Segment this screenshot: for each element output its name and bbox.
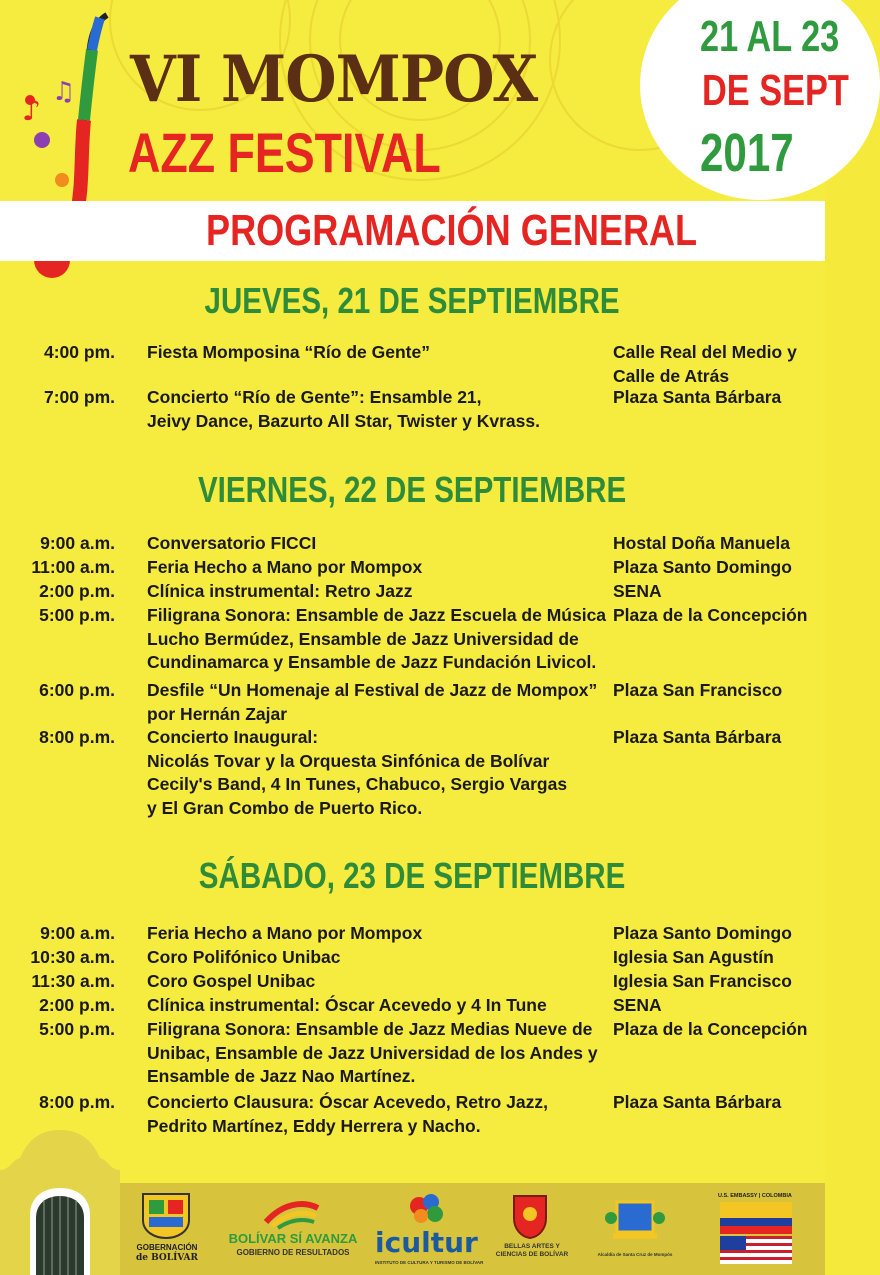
- event-place: Plaza Santo Domingo: [613, 557, 792, 577]
- svg-text:♪: ♪: [22, 93, 42, 128]
- svg-text:♫: ♫: [52, 77, 76, 107]
- icultur-logo-mark: [403, 1192, 449, 1226]
- alcaldia-mompos-emblem: [603, 1192, 667, 1246]
- bolivar-avanza-logo-mark: [262, 1198, 322, 1228]
- colonial-arch-illustration: [0, 1130, 120, 1275]
- event-time: 6:00 p.m.: [39, 680, 115, 700]
- event-time: 2:00 p.m.: [39, 995, 115, 1015]
- event-desc: Coro Gospel Unibac: [147, 971, 316, 991]
- bellas-artes-caption: BELLAS ARTES Y CIENCIAS DE BOLÍVAR: [495, 1243, 569, 1258]
- event-place: Plaza San Francisco: [613, 680, 783, 700]
- event-desc: Feria Hecho a Mano por Mompox: [147, 557, 423, 577]
- gobernacion-caption: GOBERNACIÓN de BOLÍVAR: [135, 1243, 199, 1263]
- event-time: 11:30 a.m.: [31, 971, 115, 991]
- event-desc: Concierto “Río de Gente”: Ensamble 21, Jeivy Dance, Bazurto All Star, Twister y Kvrass.: [147, 387, 540, 431]
- event-place: Plaza Santa Bárbara: [613, 1092, 782, 1112]
- event-desc: Coro Polifónico Unibac: [147, 947, 341, 967]
- event-time: 5:00 p.m.: [39, 605, 115, 625]
- event-place: Plaza de la Concepción: [613, 605, 808, 625]
- icultur-subcaption: INSTITUTO DE CULTURA Y TURISMO DE BOLÍVAR: [375, 1260, 484, 1265]
- festival-subtitle: AZZ FESTIVAL: [128, 121, 441, 184]
- date-month: DE SEPT: [702, 66, 849, 115]
- event-place: Calle Real del Medio y Calle de Atrás: [613, 342, 797, 386]
- event-time: 10:30 a.m.: [30, 947, 115, 967]
- event-desc: Concierto Clausura: Óscar Acevedo, Retro Jazz, Pedrito Martínez, Eddy Herrera y Nacho.: [147, 1092, 549, 1136]
- event-place: Hostal Doña Manuela: [613, 533, 790, 553]
- event-place: SENA: [613, 581, 662, 601]
- event-desc: Feria Hecho a Mano por Mompox: [147, 923, 423, 943]
- bellas-artes-shield-logo: [510, 1192, 550, 1240]
- event-desc: Fiesta Momposina “Río de Gente”: [147, 342, 430, 362]
- event-place: Plaza Santo Domingo: [613, 923, 792, 943]
- event-place: Plaza de la Concepción: [613, 1019, 808, 1039]
- day-title-friday: VIERNES, 22 DE SEPTIEMBRE: [198, 469, 627, 510]
- date-year: 2017: [700, 123, 794, 183]
- event-desc: Clínica instrumental: Retro Jazz: [147, 581, 413, 601]
- event-time: 8:00 p.m.: [39, 727, 115, 747]
- date-range: 21 AL 23: [700, 12, 840, 61]
- event-place: Iglesia San Francisco: [613, 971, 792, 991]
- us-embassy-caption: U.S. EMBASSY | COLOMBIA: [718, 1193, 792, 1199]
- icultur-caption: icultur: [375, 1226, 478, 1259]
- event-time: 2:00 p.m.: [39, 581, 115, 601]
- event-time: 5:00 p.m.: [39, 1019, 115, 1039]
- day-title-saturday: SÁBADO, 23 DE SEPTIEMBRE: [199, 855, 626, 896]
- event-time: 11:00 a.m.: [31, 557, 115, 577]
- event-place: Plaza Santa Bárbara: [613, 387, 782, 407]
- event-place: Plaza Santa Bárbara: [613, 727, 782, 747]
- event-desc: Filigrana Sonora: Ensamble de Jazz Medias Nueve de Unibac, Ensamble de Jazz Universidad de los Andes y Ensamble de Jazz Nao Martínez.: [147, 1019, 598, 1086]
- event-place: SENA: [613, 995, 662, 1015]
- event-time: 9:00 a.m.: [40, 533, 115, 553]
- event-time: 8:00 p.m.: [39, 1092, 115, 1112]
- event-desc: Filigrana Sonora: Ensamble de Jazz Escuela de Música Lucho Bermúdez, Ensamble de Jazz Universidad de Cundinamarca y Ensamble de Jazz Fundación Livicol.: [147, 605, 607, 672]
- event-desc: Conversatorio FICCI: [147, 533, 317, 553]
- event-desc: Clínica instrumental: Óscar Acevedo y 4 In Tune: [147, 995, 547, 1015]
- day-title-thursday: JUEVES, 21 DE SEPTIEMBRE: [204, 280, 621, 321]
- event-desc: Desfile “Un Homenaje al Festival de Jazz de Mompox” por Hernán Zajar: [147, 680, 598, 724]
- event-time: 4:00 pm.: [44, 342, 115, 362]
- event-time: 7:00 pm.: [44, 387, 115, 407]
- event-place: Iglesia San Agustín: [613, 947, 774, 967]
- festival-title: VI MOMPOX: [130, 42, 538, 117]
- event-time: 9:00 a.m.: [40, 923, 115, 943]
- program-banner-title: PROGRAMACIÓN GENERAL: [206, 206, 698, 255]
- us-colombia-flags-logo: [720, 1202, 792, 1264]
- alcaldia-caption: Alcaldía de Santa Cruz de Mompós: [597, 1252, 673, 1257]
- bolivar-avanza-caption: BOLÍVAR SÍ AVANZA: [228, 1231, 358, 1246]
- event-desc: Concierto Inaugural: Nicolás Tovar y la Orquesta Sinfónica de Bolívar Cecily's Band, 4 In Tunes, Chabuco, Sergio Vargas y El Gran Combo de Puerto Rico.: [147, 727, 568, 818]
- gobernacion-shield-logo: [135, 1190, 197, 1240]
- bolivar-avanza-subcaption: GOBIERNO DE RESULTADOS: [236, 1248, 350, 1257]
